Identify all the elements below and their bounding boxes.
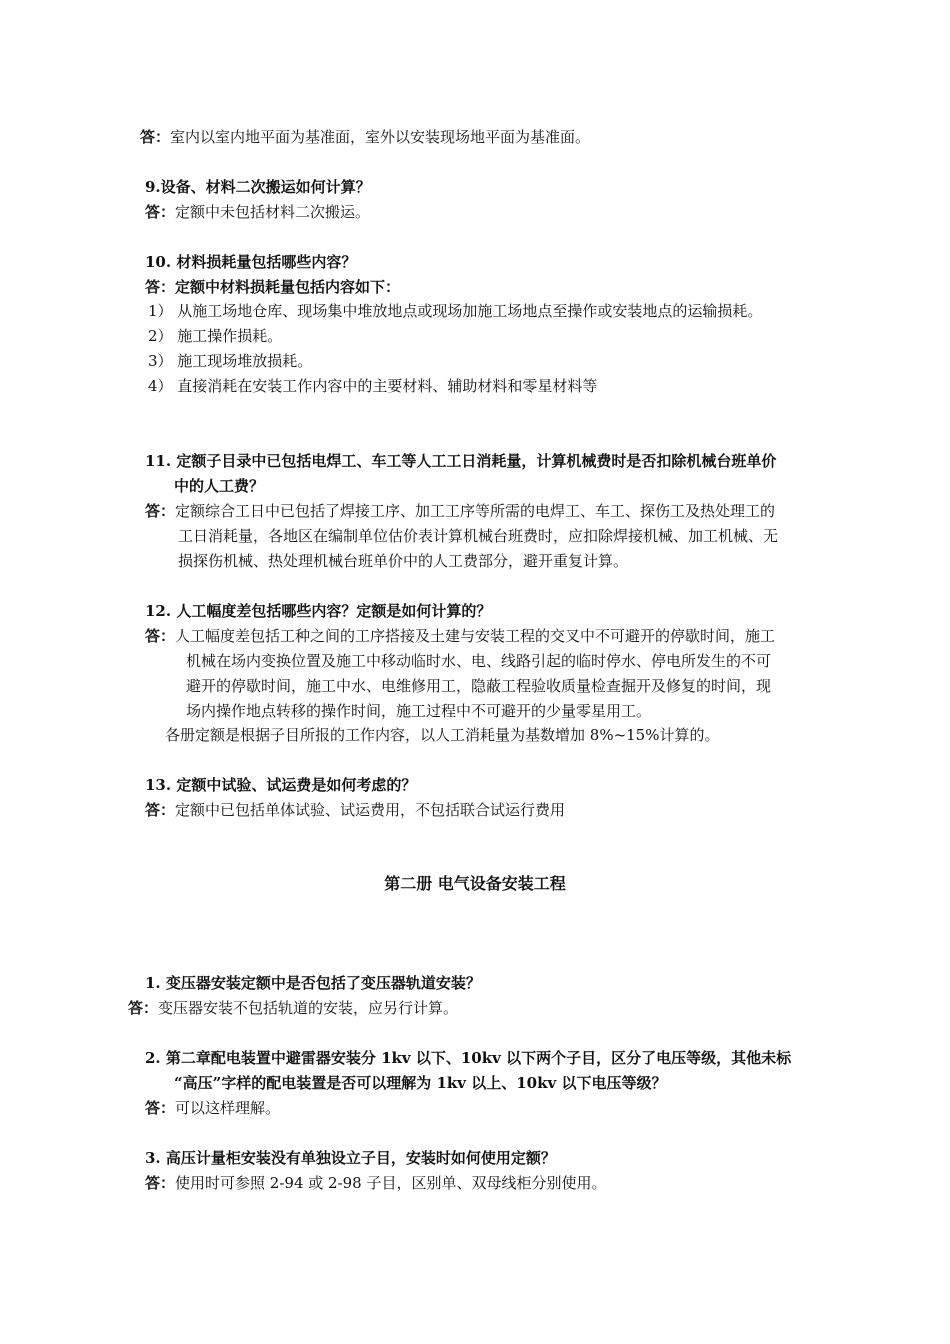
q11-question-line: 中的人工费？ bbox=[174, 477, 265, 495]
s2-question-line: “高压”字样的配电装置是否可以理解为 1kv 以上、10kv 以下电压等级？ bbox=[174, 1074, 667, 1092]
q13-answer: 定额中已包括单体试验、试运费用，不包括联合试运行费用 bbox=[175, 801, 566, 819]
answer-label: 答： bbox=[128, 999, 159, 1017]
q10-answer: 定额中材料损耗量包括内容如下： bbox=[175, 278, 401, 296]
s3-answer-line bbox=[145, 1173, 607, 1193]
section-title: 第二册 电气设备安装工程 bbox=[384, 874, 566, 893]
q8-answer: 室内以室内地平面为基准面，室外以安装现场地平面为基准面。 bbox=[170, 128, 591, 146]
q13-question: 13. 定额中试验、试运费是如何考虑的？ bbox=[145, 776, 417, 794]
q8-answer-line bbox=[140, 127, 590, 147]
answer-label: 答： bbox=[145, 278, 176, 296]
q9-answer: 定额中未包括材料二次搬运。 bbox=[175, 203, 371, 221]
s2-answer: 可以这样理解。 bbox=[175, 1099, 281, 1117]
answer-label: 答： bbox=[145, 203, 176, 221]
q11-question-line: 11. 定额子目录中已包括电焊工、车工等人工工日消耗量，计算机械费时是否扣除机械台班单价 bbox=[145, 452, 777, 470]
s1-answer-line bbox=[128, 998, 458, 1018]
s1-question: 1. 变压器安装定额中是否包括了变压器轨道安装？ bbox=[145, 974, 481, 992]
answer-label: 答： bbox=[140, 128, 171, 146]
answer-label: 答： bbox=[145, 801, 176, 819]
q10-question: 10. 材料损耗量包括哪些内容？ bbox=[145, 253, 357, 271]
q9-question: 9.设备、材料二次搬运如何计算？ bbox=[145, 178, 371, 196]
s2-question-line: 2. 第二章配电装置中避雷器安装分 1kv 以下、10kv 以下两个子目，区分了电压等级，其他未标 bbox=[145, 1049, 792, 1067]
q10-item: 1） 从施工场地仓库、现场集中堆放地点或现场加施工场地点至操作或安装地点的运输损耗。 bbox=[148, 302, 763, 320]
q10-item: 2） 施工操作损耗。 bbox=[148, 327, 283, 345]
q12-extra: 各册定额是根据子目所报的工作内容，以人工消耗量为基数增加 8%~15%计算的。 bbox=[165, 726, 720, 744]
q10-item: 4） 直接消耗在安装工作内容中的主要材料、辅助材料和零星材料等 bbox=[148, 377, 598, 395]
q10-item: 3） 施工现场堆放损耗。 bbox=[148, 352, 313, 370]
answer-label: 答： bbox=[145, 1099, 176, 1117]
q12-answer-line: 机械在场内变换位置及施工中移动临时水、电、线路引起的临时停水、停电所发生的不可 bbox=[186, 652, 772, 670]
q11-answer-line: 工日消耗量，各地区在编制单位估价表计算机械台班费时，应扣除焊接机械、加工机械、无 bbox=[178, 527, 779, 545]
q11-answer-text: 定额综合工日中已包括了焊接工序、加工工序等所需的电焊工、车工、探伤工及热处理工的 bbox=[175, 502, 776, 520]
s3-answer: 使用时可参照 2-94 或 2-98 子目，区别单、双母线柜分别使用。 bbox=[175, 1174, 607, 1192]
s3-question: 3. 高压计量柜安装没有单独设立子目，安装时如何使用定额？ bbox=[145, 1149, 556, 1167]
q12-answer-line: 场内操作地点转移的操作时间，施工过程中不可避开的少量零星用工。 bbox=[186, 702, 652, 720]
s1-answer: 变压器安装不包括轨道的安装，应另行计算。 bbox=[158, 999, 459, 1017]
q11-answer-line bbox=[145, 501, 775, 521]
answer-label: 答： bbox=[145, 1174, 176, 1192]
q12-answer-line: 避开的停歇时间，施工中水、电维修用工，隐蔽工程验收质量检查掘开及修复的时间，现 bbox=[186, 677, 772, 695]
q12-answer-line bbox=[145, 626, 775, 646]
q13-answer-line bbox=[145, 800, 565, 820]
answer-label: 答： bbox=[145, 502, 176, 520]
q10-answer-line bbox=[145, 277, 400, 297]
q12-answer-text: 人工幅度差包括工种之间的工序搭接及土建与安装工程的交叉中不可避开的停歇时间，施工 bbox=[175, 627, 776, 645]
q9-answer-line bbox=[145, 202, 370, 222]
s2-answer-line bbox=[145, 1098, 280, 1118]
answer-label: 答： bbox=[145, 627, 176, 645]
q12-question: 12. 人工幅度差包括哪些内容？定额是如何计算的？ bbox=[145, 602, 492, 620]
q11-answer-line: 损探伤机械、热处理机械台班单价中的人工费部分，避开重复计算。 bbox=[178, 552, 629, 570]
